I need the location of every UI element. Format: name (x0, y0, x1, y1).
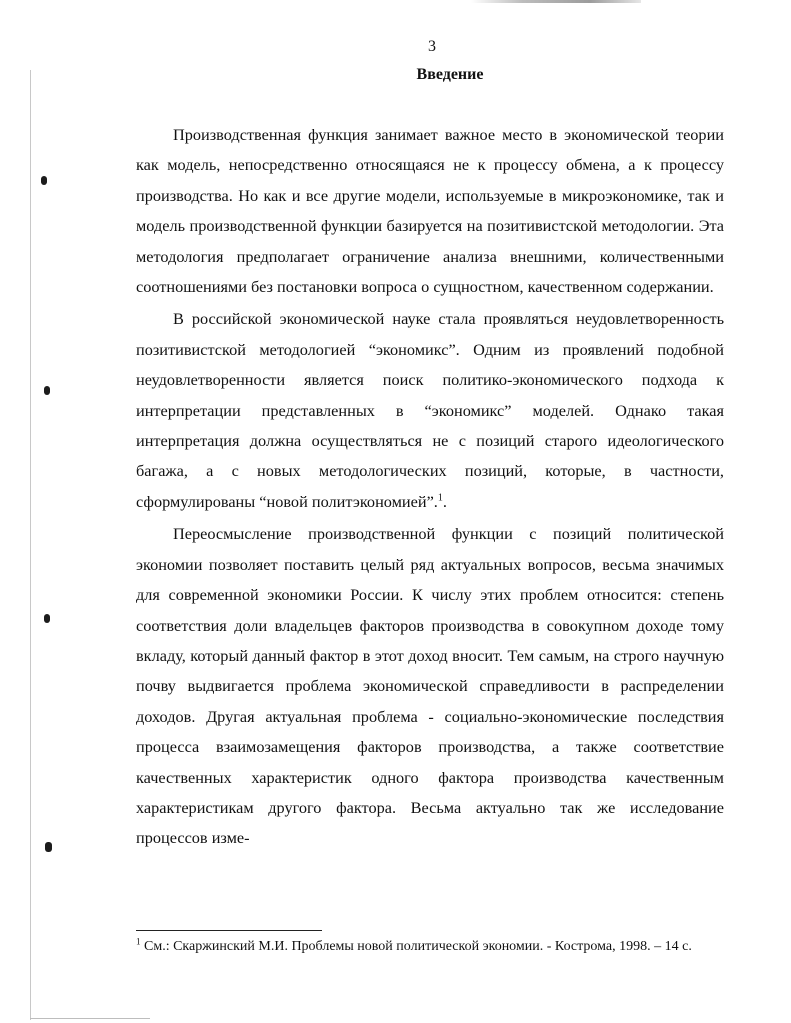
scan-edge-top (471, 0, 641, 3)
page-number: 3 (428, 38, 436, 55)
footnote (136, 937, 724, 956)
paragraph-text: Производственная функция занимает важное место в экономической теории как модель, непосредственно относящаяся не к процессу обмена, а к процессу производства. Но как и все другие модели, используемые в микроэкономике, так и модель производственной функции базируется на позитивистской методологии. Эта методология предполагает ограничение анализа внешними, количественными соотношениями без постановки вопроса о сущностном, качественном содержании. (136, 125, 724, 297)
footnote-reference: 1 (437, 492, 443, 504)
binding-mark (44, 614, 50, 623)
paragraph-production-function (136, 519, 724, 853)
footnote-text: См.: Скаржинский М.И. Проблемы новой политической экономии. - Кострома, 1998. – 14 с. (144, 939, 692, 954)
binding-mark (45, 842, 52, 852)
scan-edge-bottom (30, 1018, 150, 1019)
paragraph-text: В российской экономической науке стала проявляться неудовлетворенность позитивистской методологией “экономикс”. Одним из проявлений подобной неудовлетворенности является поиск политико-экономического подхода к интерпретации представленных в “экономикс” моделей. Однако такая интерпретация должна осуществляться не с позиций старого идеологического багажа, а с новых методологических позиций, которые, в частности, сформулированы “новой политэкономией”. (136, 309, 724, 511)
paragraph-methodology: В российской экономической науке стала проявляться неудовлетворенность позитивистской методологией “экономикс”. Одним из проявлений подобной неудовлетворенности является поиск политико-экономического подхода к интерпретации представленных в “экономикс” моделей. Однако такая интерпретация должна осуществляться не с позиций старого идеологического багажа, а с новых методологических позиций, которые, в частности, сформулированы “новой политэкономией”.$^1$. (136, 309, 724, 511)
footnote-marker: 1 (136, 936, 141, 947)
scan-edge-left (30, 70, 31, 1020)
footnote-divider (136, 930, 322, 931)
paragraph-text: Переосмысление производственной функции с позиций политической экономии позволяет поставить целый ряд актуальных вопросов, весьма значимых для современной экономики России. К числу этих проблем относится: степень соответствия доли владельцев факторов производства в совокупном доходе тому вкладу, который данный фактор в этот доход вносит. Тем самым, на строго научную почву выдвигается проблема экономической справедливости в распределении доходов. Другая актуальная проблема - социально-экономические последствия процесса взаимозамещения факторов производства, а также соответствие качественных характеристик одного фактора производства качественным характеристикам другого фактора. Весьма актуально так же исследование процессов изме- (136, 524, 724, 848)
binding-mark (41, 176, 47, 185)
page-title: Введение (416, 66, 484, 83)
paragraph-intro (136, 120, 724, 302)
binding-mark (44, 386, 50, 395)
body-text (136, 120, 724, 856)
